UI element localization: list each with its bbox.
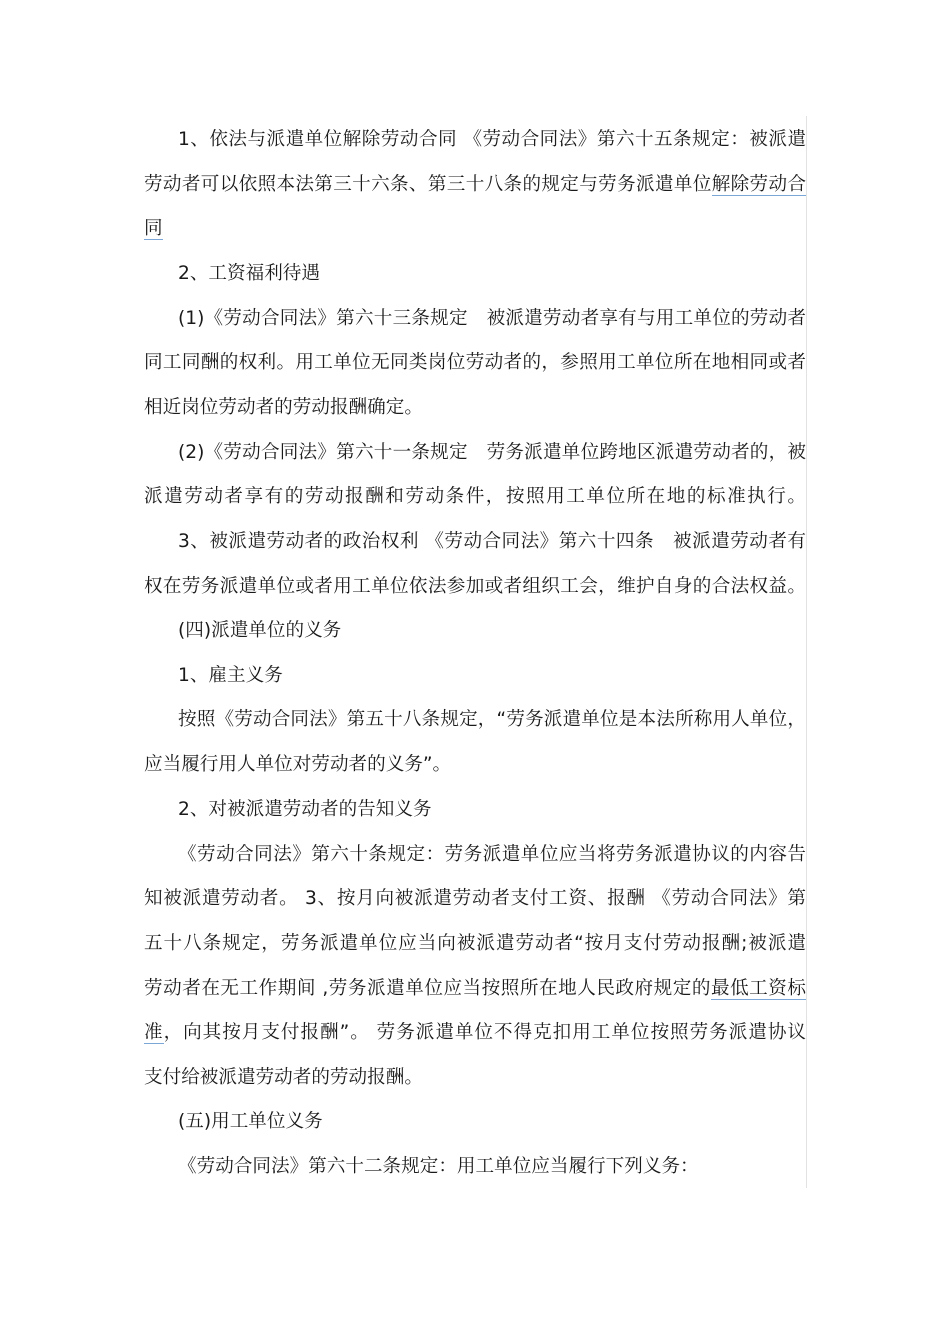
- text-line: 《劳动合同法》第六十条规定：劳务派遣单位应当将劳务派遣协议的内容告: [178, 844, 806, 865]
- link-termination-contract[interactable]: 解除劳动合: [711, 174, 806, 195]
- section-heading: (四)派遣单位的义务: [178, 620, 342, 641]
- text-line: [144, 976, 806, 1002]
- text-line: 权在劳务派遣单位或者用工单位依法参加或者组织工会，维护自身的合法权益。: [144, 576, 806, 597]
- section-heading: (五)用工单位义务: [178, 1111, 323, 1132]
- link-minimum-wage-cont[interactable]: 准: [144, 1022, 164, 1043]
- text-line: 按照《劳动合同法》第五十八条规定，“劳务派遣单位是本法所称用人单位，: [178, 709, 806, 730]
- text-line: 知被派遣劳动者。 3、按月向被派遣劳动者支付工资、报酬 《劳动合同法》第: [144, 888, 806, 909]
- text-line: 应当履行用人单位对劳动者的义务”。: [144, 754, 452, 775]
- text-line: 同工同酬的权利。用工单位无同类岗位劳动者的，参照用工单位所在地相同或者: [144, 352, 806, 373]
- text-segment: 劳动者在无工作期间 ,劳务派遣单位应当按照所在地人民政府规定的: [144, 978, 711, 999]
- text-segment: ，向其按月支付报酬”。 劳务派遣单位不得克扣用工单位按照劳务派遣协议: [163, 1022, 806, 1043]
- text-line: 派遣劳动者享有的劳动报酬和劳动条件，按照用工单位所在地的标准执行。: [144, 486, 806, 507]
- section-heading: 2、对被派遣劳动者的告知义务: [178, 799, 432, 820]
- text-line: 3、被派遣劳动者的政治权利 《劳动合同法》第六十四条 被派遣劳动者有: [178, 531, 806, 552]
- section-heading: 1、雇主义务: [178, 665, 283, 686]
- text-line: 1、依法与派遣单位解除劳动合同 《劳动合同法》第六十五条规定：被派遣: [178, 129, 806, 150]
- text-line: (1)《劳动合同法》第六十三条规定 被派遣劳动者享有与用工单位的劳动者: [178, 308, 806, 329]
- text-segment: 劳动者可以依照本法第三十六条、第三十八条的规定与劳务派遣单位: [144, 174, 712, 195]
- link-minimum-wage[interactable]: 最低工资标: [710, 978, 806, 999]
- text-line: 相近岗位劳动者的劳动报酬确定。: [144, 397, 423, 418]
- text-line: 支付给被派遣劳动者的劳动报酬。: [144, 1067, 423, 1088]
- text-line: (2)《劳动合同法》第六十一条规定 劳务派遣单位跨地区派遣劳动者的，被: [178, 442, 806, 463]
- text-line: 五十八条规定，劳务派遣单位应当向被派遣劳动者“按月支付劳动报酬;被派遣: [144, 933, 806, 954]
- link-termination-contract-cont[interactable]: 同: [144, 218, 163, 239]
- text-line: 《劳动合同法》第六十二条规定：用工单位应当履行下列义务：: [178, 1156, 699, 1177]
- document-page: [144, 116, 807, 1188]
- text-line: [144, 1020, 806, 1046]
- section-heading: 2、工资福利待遇: [178, 263, 320, 284]
- text-line: [144, 216, 163, 242]
- text-line: [144, 172, 806, 198]
